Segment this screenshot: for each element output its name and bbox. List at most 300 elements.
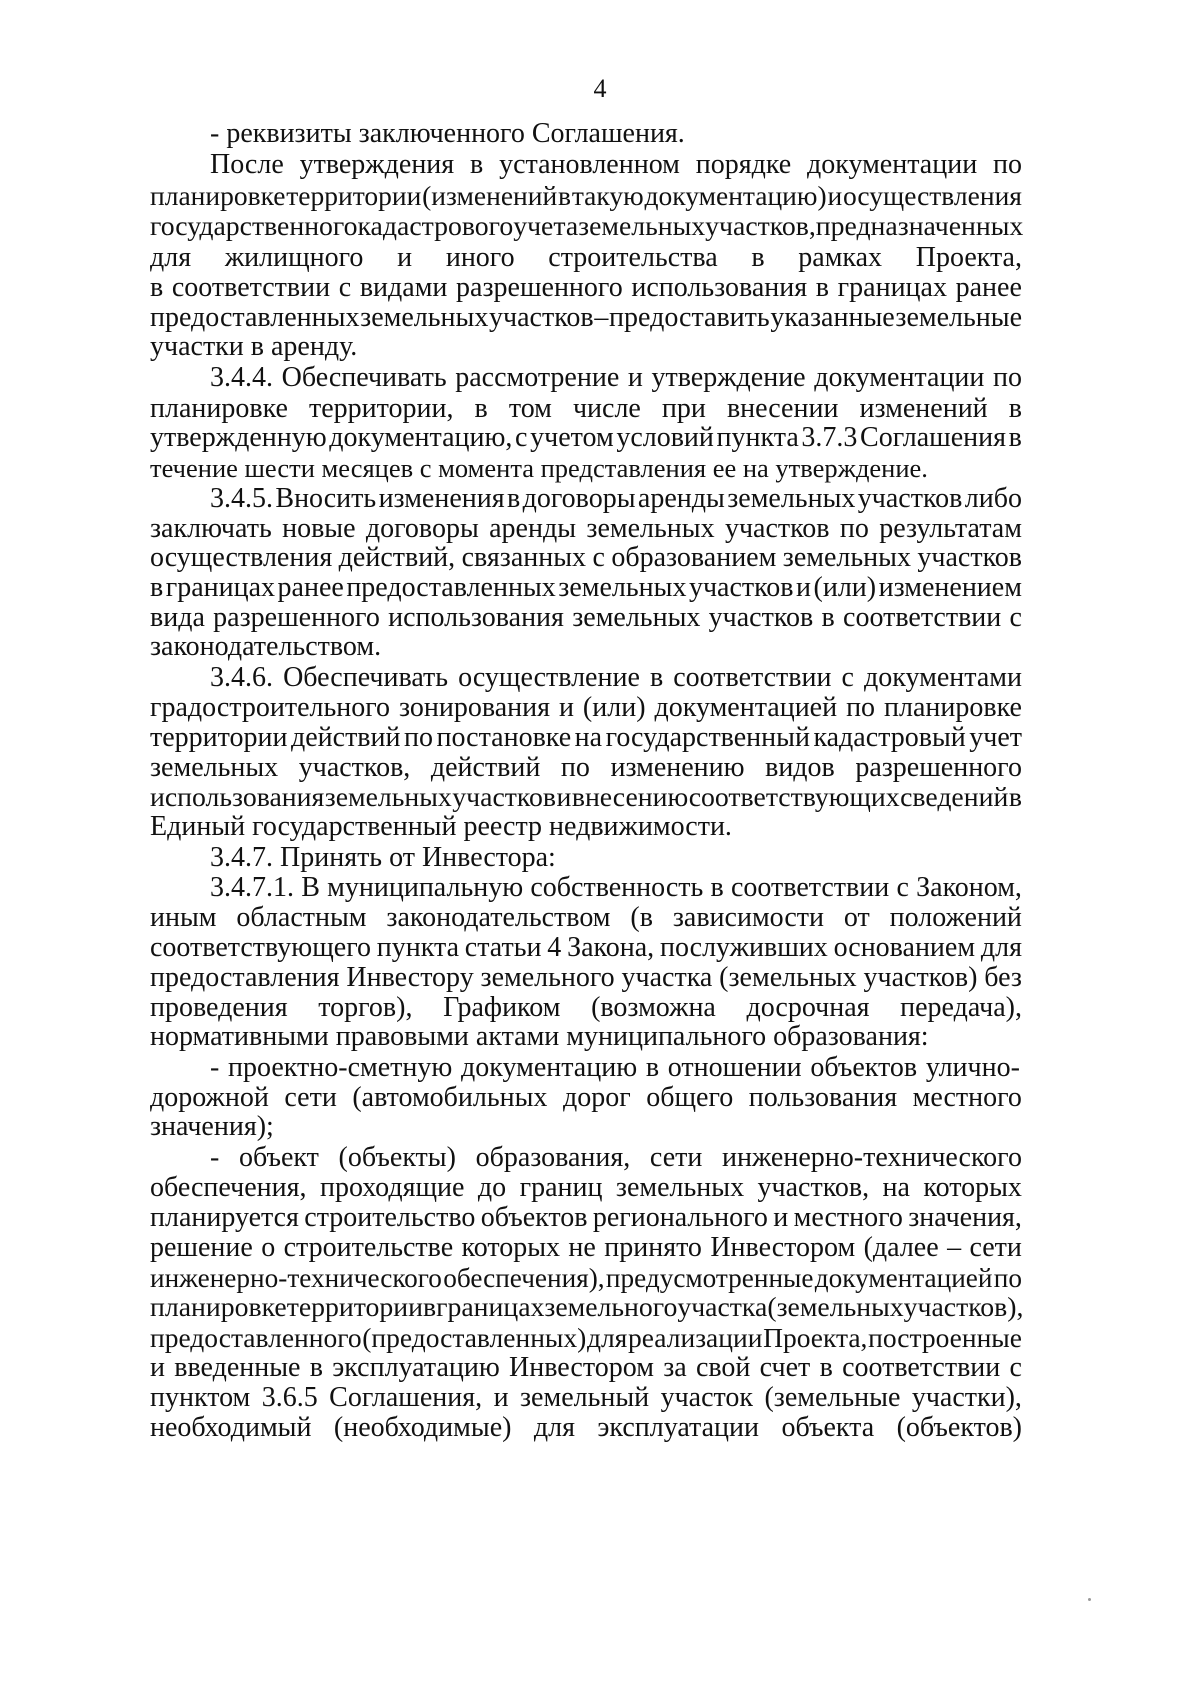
- word: в: [710, 872, 724, 903]
- word: –: [594, 302, 609, 333]
- word: документацией: [814, 1263, 993, 1293]
- word: изменению: [610, 752, 745, 783]
- word: (земельных: [767, 1292, 904, 1323]
- word: 3.6.5: [261, 1382, 318, 1413]
- word: иного: [445, 242, 515, 273]
- word: такую: [571, 180, 644, 211]
- word: Вносить: [275, 483, 377, 514]
- scan-speck: [1088, 1598, 1091, 1601]
- word: и: [627, 362, 643, 393]
- word: Обеспечивать: [281, 362, 447, 393]
- word: использования: [631, 272, 808, 303]
- word: регионального: [592, 1202, 768, 1233]
- word: планировке: [884, 692, 1022, 723]
- text-line: - реквизиты заключенного Соглашения.: [210, 118, 685, 149]
- word: участков: [857, 483, 963, 514]
- word: соответствии: [842, 1352, 1001, 1383]
- text-line: [150, 212, 1022, 242]
- word: введенные: [174, 1352, 301, 1383]
- word: земельного: [480, 962, 615, 993]
- word: рамках: [798, 242, 883, 273]
- word: (автомобильных: [352, 1082, 548, 1113]
- word: статьи: [464, 932, 542, 963]
- word: по: [993, 149, 1022, 180]
- word: изменением: [878, 572, 1022, 603]
- word: участков,: [705, 211, 816, 242]
- word: участков): [863, 962, 978, 993]
- word: эксплуатацию: [332, 1352, 500, 1383]
- word: жилищного: [224, 242, 364, 273]
- text-line: [150, 543, 1022, 573]
- word: Инвестору: [346, 962, 474, 993]
- word: соответствующих: [688, 782, 900, 813]
- text-line: [150, 1353, 1022, 1383]
- word: и: [556, 782, 572, 813]
- word: -: [210, 1142, 220, 1173]
- word: осуществление: [458, 662, 640, 693]
- word: по: [560, 752, 590, 783]
- word: сети: [284, 1082, 337, 1113]
- text-line: [150, 603, 1022, 633]
- word: (земельных: [719, 962, 857, 993]
- word: пунктом: [150, 1382, 251, 1413]
- word: объекта: [781, 1412, 875, 1443]
- word: утверждение: [651, 362, 806, 393]
- word: с: [896, 872, 909, 903]
- word: проведения: [150, 992, 288, 1023]
- word: реализации: [628, 1322, 763, 1353]
- word: счет: [759, 1352, 811, 1383]
- word: Обеспечивать: [283, 662, 449, 693]
- word: муниципальную: [327, 872, 524, 903]
- text-line: [150, 514, 1022, 544]
- word: которых: [461, 1232, 561, 1263]
- word: до: [477, 1172, 507, 1203]
- word: участков,: [757, 1172, 870, 1203]
- word: образования,: [475, 1142, 631, 1173]
- word: утверждения: [299, 149, 455, 180]
- word: соответствии: [730, 872, 890, 903]
- word: действий,: [338, 542, 456, 573]
- word: земельных: [727, 483, 856, 514]
- word: (или): [813, 572, 877, 603]
- word: видов: [765, 752, 835, 783]
- word: границах: [436, 1292, 545, 1323]
- text-line: [150, 1263, 1022, 1293]
- word: эксплуатации: [597, 1412, 760, 1443]
- word: предоставленных: [150, 302, 360, 333]
- word: ранее: [277, 572, 344, 603]
- word: результатам: [879, 513, 1022, 544]
- word: территории: [286, 180, 422, 211]
- word: обеспечения,: [150, 1172, 307, 1203]
- text-line: [150, 753, 1022, 783]
- word: (необходимые): [333, 1412, 512, 1443]
- word: в: [819, 1352, 833, 1383]
- word: рассмотрение: [455, 362, 620, 393]
- word: предоставленных: [346, 572, 556, 603]
- word: строительстве: [283, 1232, 454, 1263]
- word: разрешенного: [456, 272, 623, 303]
- word: участков: [724, 513, 830, 544]
- word: дорожной: [150, 1082, 269, 1113]
- word: изменений: [859, 393, 988, 424]
- word: по: [839, 513, 869, 544]
- word: 3.4.7.1.: [210, 872, 294, 903]
- word: действий: [290, 722, 401, 753]
- word: порядке: [695, 149, 792, 180]
- word: объектов: [810, 1052, 918, 1083]
- word: новые: [282, 513, 356, 544]
- text-line: [150, 1383, 1022, 1413]
- word: 3.4.5.: [210, 483, 273, 514]
- word: образованием: [611, 542, 777, 573]
- word: сведений: [900, 782, 1009, 813]
- word: заключать: [150, 513, 272, 544]
- word: с: [841, 662, 854, 693]
- word: документацию: [461, 1052, 638, 1083]
- word: и: [558, 692, 574, 723]
- word: с: [515, 422, 528, 453]
- word: границах: [165, 572, 276, 603]
- word: участков: [452, 782, 556, 813]
- word: пользования: [748, 1082, 898, 1113]
- word: В: [301, 872, 320, 903]
- word: осуществления: [150, 542, 333, 573]
- word: соответствии: [843, 602, 1002, 633]
- word: с: [338, 272, 352, 303]
- word: по: [993, 362, 1022, 393]
- word: договоры: [522, 483, 636, 514]
- word: видами: [359, 272, 448, 303]
- word: Проекта,: [915, 242, 1022, 273]
- word: участков: [917, 542, 1022, 573]
- word: земельных: [558, 572, 687, 603]
- word: –: [947, 1232, 962, 1263]
- word: земельных: [782, 542, 911, 573]
- word: в: [1008, 782, 1022, 813]
- word: утвержденную: [150, 422, 327, 453]
- word: в: [821, 602, 835, 633]
- word: инженерно-технического: [150, 1263, 442, 1293]
- word: в: [150, 272, 164, 303]
- word: в: [815, 272, 830, 303]
- word: внесению: [571, 782, 689, 813]
- word: в: [558, 180, 571, 211]
- text-line: [150, 783, 1022, 813]
- word: числе: [572, 393, 641, 424]
- word: дорог: [562, 1082, 631, 1113]
- word: и: [773, 1202, 789, 1233]
- word: (в: [630, 902, 653, 933]
- word: После: [210, 149, 284, 180]
- word: градостроительного: [150, 692, 391, 723]
- word: Соглашения,: [329, 1382, 483, 1413]
- word: земельных: [578, 211, 706, 242]
- word: в: [1008, 422, 1022, 453]
- word: в: [470, 149, 484, 180]
- word: торгов),: [318, 992, 413, 1023]
- word: границ: [519, 1172, 603, 1203]
- word: в: [422, 1292, 437, 1323]
- text-line: [210, 484, 1022, 514]
- text-line: [210, 1143, 1022, 1173]
- word: и: [796, 572, 812, 603]
- word: документацию,: [329, 422, 513, 453]
- word: Инвестором: [710, 1232, 856, 1263]
- word: соответствующего: [150, 932, 371, 963]
- word: без: [984, 962, 1022, 993]
- word: передача),: [900, 992, 1022, 1023]
- word: Инвестором: [509, 1352, 654, 1383]
- word: внесении: [726, 393, 839, 424]
- text-line: [150, 933, 1022, 963]
- word: постановке: [436, 722, 572, 753]
- word: местного: [793, 1202, 903, 1233]
- word: по: [404, 722, 433, 753]
- word: осуществления: [842, 180, 1022, 211]
- word: кадастрового: [357, 211, 514, 242]
- word: документацию): [644, 180, 827, 211]
- word: предназначенных: [815, 211, 1024, 242]
- word: с: [1009, 602, 1022, 633]
- word: условий: [616, 422, 714, 453]
- word: участок: [660, 1382, 754, 1413]
- text-line: [150, 303, 1022, 333]
- word: для: [980, 932, 1022, 963]
- text-line: [210, 1053, 1020, 1083]
- word: территории: [150, 722, 288, 753]
- word: земельных: [572, 602, 701, 633]
- word: значения,: [908, 1202, 1022, 1233]
- word: свой: [695, 1352, 751, 1383]
- word: границах: [837, 272, 947, 303]
- text-line: [150, 993, 1022, 1023]
- word: инженерно-технического: [721, 1142, 1022, 1173]
- word: 4: [547, 932, 562, 963]
- word: предусмотренные: [605, 1263, 814, 1293]
- word: сети: [649, 1142, 703, 1173]
- text-line: [210, 150, 1022, 180]
- word: Проекта,: [763, 1322, 868, 1353]
- word: том: [508, 393, 552, 424]
- word: обеспечения),: [443, 1263, 605, 1293]
- word: Законом,: [916, 872, 1022, 903]
- word: планировке: [150, 180, 286, 211]
- word: по: [993, 1263, 1022, 1293]
- word: предоставления: [150, 962, 340, 993]
- word: досрочная: [746, 992, 870, 1023]
- word: договоры: [365, 513, 479, 544]
- text-line: значения);: [150, 1111, 274, 1142]
- text-line: [150, 243, 1022, 273]
- text-line: [210, 363, 1022, 393]
- word: использования: [388, 602, 564, 633]
- word: с: [1009, 1352, 1022, 1383]
- text-line: [150, 1323, 1022, 1353]
- text-line: Единый государственный реестр недвижимости.: [150, 811, 732, 842]
- word: (объектов): [896, 1412, 1022, 1443]
- word: разрешенного: [213, 602, 380, 633]
- word: 3.4.6.: [210, 662, 273, 693]
- text-line: участки в аренду.: [150, 331, 358, 362]
- word: в: [1008, 393, 1022, 424]
- word: документами: [864, 662, 1022, 693]
- text-line: нормативными правовыми актами муниципального образования:: [150, 1021, 929, 1052]
- word: территории: [286, 1292, 423, 1323]
- word: областным: [236, 902, 367, 933]
- word: и: [827, 180, 843, 211]
- word: иным: [150, 902, 217, 933]
- word: положений: [889, 902, 1022, 933]
- word: строительства: [548, 242, 718, 273]
- word: о: [261, 1232, 276, 1263]
- word: земельных: [150, 752, 279, 783]
- text-line: [150, 573, 1022, 603]
- word: участка: [621, 962, 713, 993]
- word: в: [507, 483, 521, 514]
- word: для: [586, 1322, 628, 1353]
- word: в: [645, 1052, 660, 1083]
- word: (объекты): [338, 1142, 456, 1173]
- word: разрешенного: [855, 752, 1022, 783]
- word: ранее: [955, 272, 1022, 303]
- word: предоставленного: [150, 1322, 362, 1353]
- word: участков: [489, 302, 594, 333]
- word: в: [474, 393, 488, 424]
- word: аренды: [637, 483, 725, 514]
- word: аренды: [489, 513, 577, 544]
- word: зонирования: [399, 692, 550, 723]
- word: указанные: [770, 302, 895, 333]
- word: собственность: [530, 872, 704, 903]
- text-line: [150, 1233, 1022, 1263]
- word: земельного: [544, 1292, 678, 1323]
- text-line: [150, 1413, 1022, 1443]
- word: проектно-сметную: [228, 1052, 453, 1083]
- word: земельных: [586, 513, 715, 544]
- word: документацией: [654, 692, 838, 723]
- word: основанием: [833, 932, 976, 963]
- word: земельный: [519, 1382, 650, 1413]
- word: объект: [238, 1142, 319, 1173]
- word: документации: [807, 149, 978, 180]
- word: 3.4.4.: [210, 362, 273, 393]
- word: в: [649, 662, 664, 693]
- word: и: [397, 242, 413, 273]
- text-line: [150, 723, 1022, 753]
- word: не: [568, 1232, 596, 1263]
- word: вида: [150, 602, 205, 633]
- word: принято: [604, 1232, 702, 1263]
- word: на: [882, 1172, 910, 1203]
- word: за: [663, 1352, 687, 1383]
- word: зависимости: [672, 902, 825, 933]
- word: установленном: [499, 149, 680, 180]
- word: изменения: [378, 483, 505, 514]
- text-line: 3.4.7. Принять от Инвестора:: [210, 842, 556, 873]
- word: (возможна: [591, 992, 716, 1023]
- word: послуживших: [659, 932, 828, 963]
- word: сети: [969, 1232, 1022, 1263]
- text-line: [150, 394, 1022, 424]
- word: территории,: [308, 393, 454, 424]
- text-line: [150, 1173, 1022, 1203]
- word: Графиком: [443, 992, 561, 1023]
- word: государственный: [605, 722, 810, 753]
- word: (предоставленных): [362, 1322, 587, 1353]
- word: учетом: [530, 422, 614, 453]
- word: пункта: [716, 422, 799, 453]
- text-line: [210, 663, 1022, 693]
- word: земельные: [895, 302, 1022, 333]
- word: местного: [912, 1082, 1022, 1113]
- text-line: [210, 873, 1022, 903]
- word: планировке: [150, 393, 288, 424]
- word: общего: [646, 1082, 734, 1113]
- word: строительство: [304, 1202, 476, 1233]
- word: с: [592, 542, 605, 573]
- word: по: [846, 692, 876, 723]
- word: в: [751, 242, 765, 273]
- word: действий: [430, 752, 541, 783]
- word: либо: [964, 483, 1022, 514]
- text-line: [150, 273, 1022, 303]
- text-line: [150, 1083, 1022, 1113]
- word: улично-: [925, 1052, 1020, 1083]
- word: земельных: [360, 302, 489, 333]
- word: (далее: [863, 1232, 939, 1263]
- word: в: [150, 572, 164, 603]
- text-line: [150, 423, 1022, 453]
- text-line: [150, 181, 1022, 211]
- word: -: [210, 1052, 220, 1083]
- word: проходящие: [319, 1172, 465, 1203]
- word: участков,: [298, 752, 411, 783]
- word: земельных: [615, 1172, 745, 1203]
- word: Закона,: [567, 932, 655, 963]
- word: при: [661, 393, 706, 424]
- word: связанных: [461, 542, 587, 573]
- text-line: [150, 903, 1022, 933]
- word: соответствии: [171, 272, 331, 303]
- word: участков: [708, 602, 814, 633]
- word: законодательством: [386, 902, 611, 933]
- word: (изменений: [422, 180, 558, 211]
- word: от: [843, 902, 870, 933]
- word: объектов: [480, 1202, 588, 1233]
- word: участки),: [911, 1382, 1022, 1413]
- word: участка: [677, 1292, 768, 1323]
- word: необходимый: [150, 1412, 312, 1443]
- word: документации: [814, 362, 985, 393]
- word: и: [150, 1352, 165, 1383]
- word: учет: [969, 722, 1022, 753]
- text-line: течение шести месяцев с момента представления ее на утверждение.: [150, 453, 928, 483]
- text-line: [150, 1203, 1022, 1233]
- word: которых: [923, 1172, 1022, 1203]
- word: в: [309, 1352, 323, 1383]
- word: участков: [688, 572, 794, 603]
- word: земельных: [324, 782, 452, 813]
- word: (или): [582, 692, 646, 723]
- word: для: [533, 1412, 575, 1443]
- word: и: [493, 1382, 509, 1413]
- word: отношении: [667, 1052, 802, 1083]
- word: кадастровый: [813, 722, 966, 753]
- word: предоставить: [609, 302, 770, 333]
- word: на: [574, 722, 603, 753]
